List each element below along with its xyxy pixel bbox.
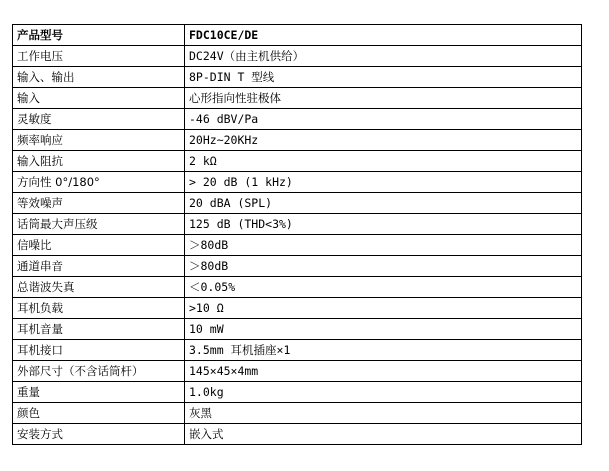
table-row <box>13 67 582 88</box>
row-value: 20Hz~20KHz <box>185 130 582 151</box>
table-row <box>13 256 582 277</box>
row-label: 颜色 <box>13 403 185 424</box>
table-row <box>13 193 582 214</box>
row-value: 10 mW <box>185 319 582 340</box>
table-row <box>13 277 582 298</box>
spec-table <box>12 24 582 445</box>
row-label: 等效噪声 <box>13 193 185 214</box>
row-label: 重量 <box>13 382 185 403</box>
row-label: 输入阻抗 <box>13 151 185 172</box>
table-row <box>13 151 582 172</box>
table-row <box>13 424 582 445</box>
table-row <box>13 109 582 130</box>
table-row <box>13 298 582 319</box>
row-label: 外部尺寸（不含话筒杆） <box>13 361 185 382</box>
row-value: >10 Ω <box>185 298 582 319</box>
table-row <box>13 319 582 340</box>
row-value: 灰黑 <box>185 403 582 424</box>
row-value: 20 dBA (SPL) <box>185 193 582 214</box>
row-label: 输入、输出 <box>13 67 185 88</box>
row-label: 方向性 0°/180° <box>13 172 185 193</box>
row-value: 8P-DIN T 型线 <box>185 67 582 88</box>
table-row <box>13 88 582 109</box>
table-row <box>13 235 582 256</box>
table-row <box>13 403 582 424</box>
row-value: 嵌入式 <box>185 424 582 445</box>
row-value: > 20 dB (1 kHz) <box>185 172 582 193</box>
row-value: 3.5mm 耳机插座×1 <box>185 340 582 361</box>
table-row <box>13 130 582 151</box>
row-label: 总谐波失真 <box>13 277 185 298</box>
row-label: 输入 <box>13 88 185 109</box>
row-value: 1.0kg <box>185 382 582 403</box>
row-value: -46 dBV/Pa <box>185 109 582 130</box>
row-value: 2 kΩ <box>185 151 582 172</box>
row-label: 耳机负载 <box>13 298 185 319</box>
row-value: 125 dB (THD<3%) <box>185 214 582 235</box>
row-label: 信噪比 <box>13 235 185 256</box>
spec-table-body <box>13 25 582 445</box>
row-label: 频率响应 <box>13 130 185 151</box>
row-value: ＞80dB <box>185 235 582 256</box>
table-row <box>13 340 582 361</box>
row-value: 145×45×4mm <box>185 361 582 382</box>
table-row <box>13 361 582 382</box>
table-row <box>13 382 582 403</box>
table-row <box>13 214 582 235</box>
row-label: 通道串音 <box>13 256 185 277</box>
model-number-cell: FDC10CE/DE <box>185 25 582 46</box>
row-value: ＞80dB <box>185 256 582 277</box>
row-label: 耳机音量 <box>13 319 185 340</box>
header-label-cell: 产品型号 <box>13 25 185 46</box>
row-label: 耳机接口 <box>13 340 185 361</box>
row-value: ＜0.05% <box>185 277 582 298</box>
table-row <box>13 46 582 67</box>
table-header-row <box>13 25 582 46</box>
row-value: 心形指向性驻极体 <box>185 88 582 109</box>
row-label: 工作电压 <box>13 46 185 67</box>
table-row <box>13 172 582 193</box>
row-label: 话筒最大声压级 <box>13 214 185 235</box>
row-label: 灵敏度 <box>13 109 185 130</box>
row-label: 安装方式 <box>13 424 185 445</box>
row-value: DC24V（由主机供给） <box>185 46 582 67</box>
